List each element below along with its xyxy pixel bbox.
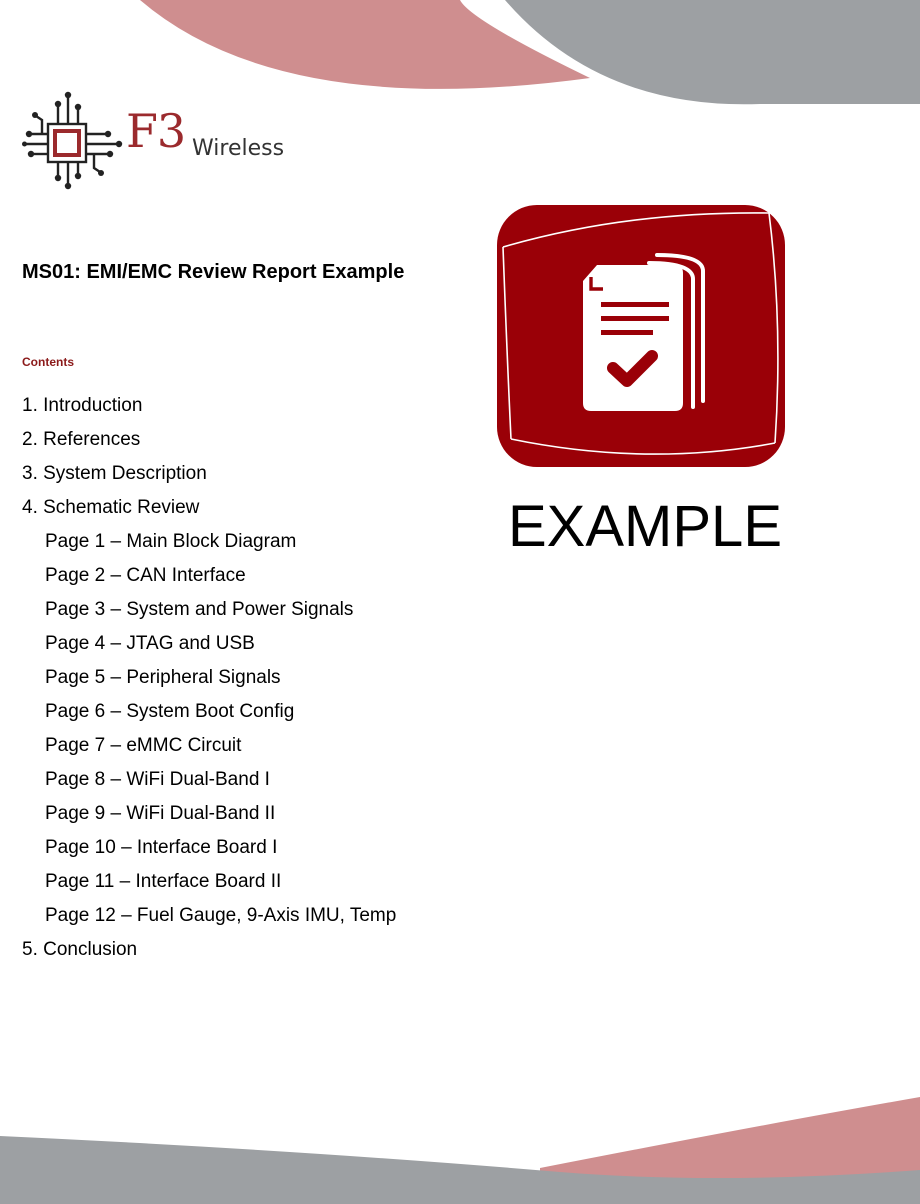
logo-subbrand-text: Wireless [192,136,285,161]
toc-item[interactable]: 1. Introduction [22,395,143,416]
contents-heading: Contents [22,355,74,369]
toc-item[interactable]: 3. System Description [22,463,207,484]
example-stamp: EXAMPLE [508,494,782,559]
company-logo [22,90,302,190]
toc-subitem[interactable]: Page 1 – Main Block Diagram [45,531,297,552]
toc-subitem[interactable]: Page 8 – WiFi Dual-Band I [45,769,270,790]
toc-subitem[interactable]: Page 6 – System Boot Config [45,701,295,722]
document-check-icon [497,205,785,467]
toc-item[interactable]: 5. Conclusion [22,939,138,960]
toc-subitem[interactable]: Page 7 – eMMC Circuit [45,735,242,756]
toc-item[interactable]: 4. Schematic Review [22,497,200,518]
toc-subitem[interactable]: Page 12 – Fuel Gauge, 9-Axis IMU, Temp [45,905,397,926]
toc-subitem[interactable]: Page 3 – System and Power Signals [45,599,354,620]
toc-subitem[interactable]: Page 11 – Interface Board II [45,871,282,892]
circuit-chip-icon [22,90,126,190]
logo-brand-text: F3 [126,104,186,158]
document-title: MS01: EMI/EMC Review Report Example [22,261,405,283]
toc-subitem[interactable]: Page 9 – WiFi Dual-Band II [45,803,276,824]
toc-item[interactable]: 2. References [22,429,141,450]
toc-subitem[interactable]: Page 10 – Interface Board I [45,837,278,858]
toc-subitem[interactable]: Page 4 – JTAG and USB [45,633,255,654]
toc-subitem[interactable]: Page 2 – CAN Interface [45,565,246,586]
toc-subitem[interactable]: Page 5 – Peripheral Signals [45,667,281,688]
table-of-contents [22,393,396,971]
